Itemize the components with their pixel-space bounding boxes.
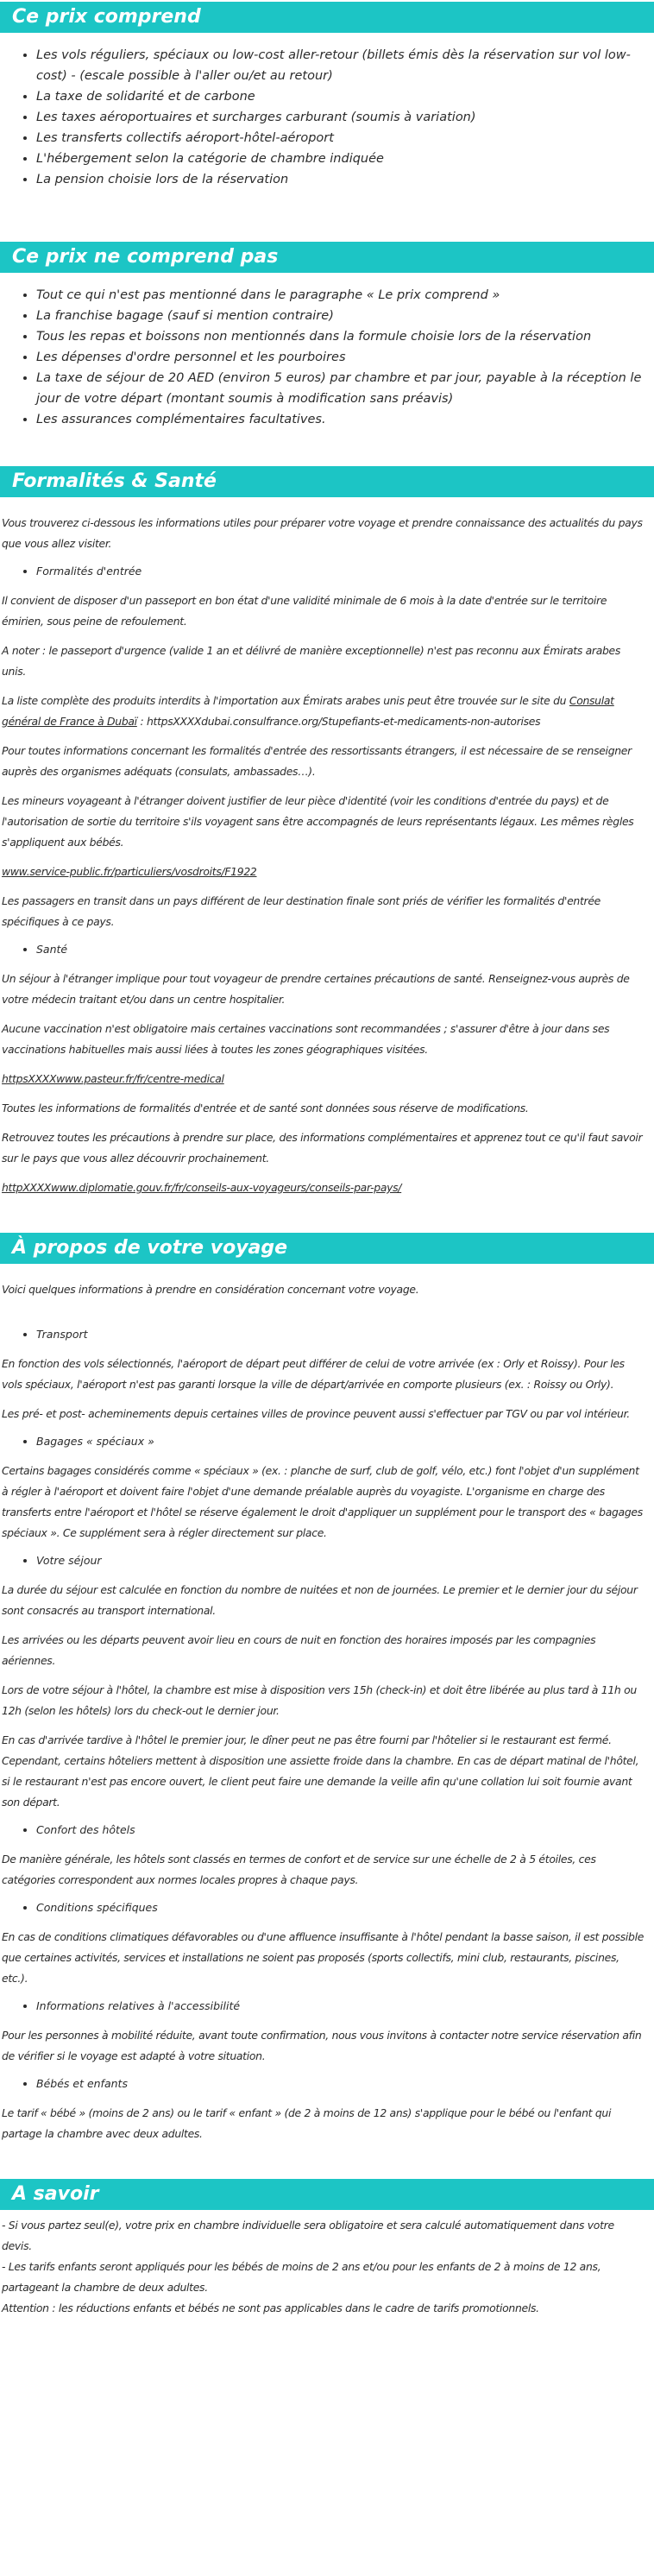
- paragraph: Attention : les réductions enfants et bébés ne sont pas applicables dans le cadre de tarifs promotionnels.: [2, 2301, 539, 2314]
- list-item: • Les dépenses d'ordre personnel et les pourboires: [36, 347, 654, 368]
- pasteur-link[interactable]: httpsXXXXwww.pasteur.fr/fr/centre-medical: [2, 1072, 224, 1085]
- list-item: • La taxe de séjour de 20 AED (environ 5 euros) par chambre et par jour, payable à la réception le jour de votre départ (montant soumis à modification sans préavis): [36, 368, 654, 409]
- paragraph-text: : httpsXXXXdubai.consulfrance.org/Stupefiants-et-medicaments-non-autorises: [136, 715, 541, 728]
- list-item: • La franchise bagage (sauf si mention contraire): [36, 306, 654, 326]
- paragraph: Un séjour à l'étranger implique pour tout voyageur de prendre certaines précautions de santé. Renseignez-vous auprès de votre médecin traitant et/ou dans un centre hospitalier.: [2, 972, 630, 1006]
- paragraph: Pour toutes informations concernant les formalités d'entrée des ressortissants étrangers, il est nécessaire de se renseigner auprès des organismes adéquats (consulats, ambassades…).: [2, 744, 632, 778]
- paragraph: En cas de conditions climatiques défavorables ou d'une affluence insuffisante à l'hôtel pendant la basse saison, il est possible que certaines activités, services et installations ne soient pas proposés (sports collectifs, mini club, restaurants, piscines, etc.).: [2, 1930, 645, 1985]
- section-title-prix-ne-comprend: Ce prix ne comprend pas: [0, 242, 654, 273]
- list-item: • La pension choisie lors de la réservation: [36, 169, 654, 190]
- paragraph: En fonction des vols sélectionnés, l'aéroport de départ peut différer de celui de votre arrivée (ex : Orly et Roissy). Pour les vols spéciaux, l'aéroport n'est pas garanti lorsque la ville de départ/arrivée en comporte plusieurs (ex. : Roissy ou Orly).: [2, 1357, 625, 1391]
- consulat-link[interactable]: Consulat général de France à Dubaï: [2, 694, 614, 728]
- prix-ne-comprend-list: [0, 285, 654, 430]
- section-title-a-savoir: A savoir: [0, 2179, 654, 2210]
- list-item: • L'hébergement selon la catégorie de chambre indiquée: [36, 148, 654, 169]
- section-title-prix-comprend: Ce prix comprend: [0, 2, 654, 33]
- subheading-accessibilite: • Informations relatives à l'accessibilité: [36, 1998, 654, 2015]
- paragraph: Il convient de disposer d'un passeport en bon état d'une validité minimale de 6 mois à la date d'entrée sur le territoire émirien, sous peine de refoulement.: [2, 594, 607, 628]
- list-item: • Les assurances complémentaires facultatives.: [36, 409, 654, 430]
- voyage-intro: Voici quelques informations à prendre en considération concernant votre voyage.: [2, 1283, 419, 1296]
- paragraph: Aucune vaccination n'est obligatoire mais certaines vaccinations sont recommandées ; s'assurer d'être à jour dans ses vaccinations habituelles mais aussi liées à toutes les zones géographiques visitées.: [2, 1022, 610, 1056]
- paragraph: En cas d'arrivée tardive à l'hôtel le premier jour, le dîner peut ne pas être fourni par l'hôtelier si le restaurant est fermé. Cependant, certains hôteliers mettent à disposition une assiette froide dans la chambre. En cas de départ matinal de l'hôtel, si le restaurant n'est pas encore ouvert, le client peut faire une demande la veille afin qu'une collation lui soit fournie avant son départ.: [2, 1733, 639, 1809]
- subheading-bagages: • Bagages « spéciaux »: [36, 1433, 654, 1450]
- paragraph: Pour les personnes à mobilité réduite, avant toute confirmation, nous vous invitons à contacter notre service réservation afin de vérifier si le voyage est adapté à votre situation.: [2, 2029, 642, 2062]
- paragraph: Les pré- et post- acheminements depuis certaines villes de province peuvent aussi s'effectuer par TGV ou par vol intérieur.: [2, 1407, 630, 1420]
- paragraph: Retrouvez toutes les précautions à prendre sur place, des informations complémentaires et apprenez tout ce qu'il faut savoir sur le pays que vous allez découvrir prochainement.: [2, 1131, 643, 1165]
- subheading-conditions: • Conditions spécifiques: [36, 1899, 654, 1916]
- service-public-link[interactable]: www.service-public.fr/particuliers/vosdroits/F1922: [2, 865, 257, 878]
- subheading-transport: • Transport: [36, 1326, 654, 1343]
- paragraph: Lors de votre séjour à l'hôtel, la chambre est mise à disposition vers 15h (check-in) et doit être libérée au plus tard à 11h ou 12h (selon les hôtels) lors du check-out le dernier jour.: [2, 1683, 637, 1717]
- paragraph: La durée du séjour est calculée en fonction du nombre de nuitées et non de journées. Le premier et le dernier jour du séjour sont consacrés au transport international.: [2, 1583, 638, 1617]
- paragraph: Le tarif « bébé » (moins de 2 ans) ou le tarif « enfant » (de 2 à moins de 12 ans) s'applique pour le bébé ou l'enfant qui partage la chambre avec deux adultes.: [2, 2106, 612, 2140]
- list-item: • Les vols réguliers, spéciaux ou low-cost aller-retour (billets émis dès la réservation sur vol low-cost) - (escale possible à l'aller ou/et au retour): [36, 45, 654, 86]
- list-item: • Les transferts collectifs aéroport-hôtel-aéroport: [36, 128, 654, 148]
- list-item: • Les taxes aéroportuaires et surcharges carburant (soumis à variation): [36, 107, 654, 128]
- section-title-voyage: À propos de votre voyage: [0, 1233, 654, 1264]
- paragraph-text: La liste complète des produits interdits à l'importation aux Émirats arabes unis peut être trouvée sur le site du: [2, 694, 569, 707]
- formalites-intro: Vous trouverez ci-dessous les informations utiles pour préparer votre voyage et prendre connaissance des actualités du pays que vous allez visiter.: [2, 516, 643, 550]
- subheading-sejour: • Votre séjour: [36, 1552, 654, 1569]
- paragraph: Les mineurs voyageant à l'étranger doivent justifier de leur pièce d'identité (voir les conditions d'entrée du pays) et de l'autorisation de sortie du territoire s'ils voyagent sans être accompagnés de leurs représentants légaux. Les mêmes règles s'appliquent aux bébés.: [2, 794, 634, 849]
- list-item: • Tout ce qui n'est pas mentionné dans le paragraphe « Le prix comprend »: [36, 285, 654, 306]
- paragraph: Les passagers en transit dans un pays différent de leur destination finale sont priés de vérifier les formalités d'entrée spécifiques à ce pays.: [2, 894, 601, 928]
- list-item: • La taxe de solidarité et de carbone: [36, 86, 654, 107]
- prix-comprend-list: [0, 45, 654, 190]
- subheading-confort: • Confort des hôtels: [36, 1822, 654, 1839]
- section-title-formalites: Formalités & Santé: [0, 466, 654, 497]
- paragraph-liste-produits: [0, 691, 654, 732]
- subheading-formalites-entree: • Formalités d'entrée: [36, 563, 654, 580]
- paragraph: - Les tarifs enfants seront appliqués pour les bébés de moins de 2 ans et/ou pour les enfants de 2 à moins de 12 ans, partageant la chambre de deux adultes.: [2, 2260, 601, 2294]
- paragraph: De manière générale, les hôtels sont classés en termes de confort et de service sur une échelle de 2 à 5 étoiles, ces catégories correspondent aux normes locales propres à chaque pays.: [2, 1853, 596, 1886]
- diplomatie-link[interactable]: httpXXXXwww.diplomatie.gouv.fr/fr/conseils-aux-voyageurs/conseils-par-pays/: [2, 1181, 402, 1194]
- paragraph: - Si vous partez seul(e), votre prix en chambre individuelle sera obligatoire et sera calculé automatiquement dans votre devis.: [2, 2219, 614, 2252]
- list-item: • Tous les repas et boissons non mentionnés dans la formule choisie lors de la réservation: [36, 326, 654, 347]
- subheading-bebes: • Bébés et enfants: [36, 2075, 654, 2093]
- paragraph: Certains bagages considérés comme « spéciaux » (ex. : planche de surf, club de golf, vélo, etc.) font l'objet d'un supplément à régler à l'aéroport et doivent faire l'objet d'une demande préalable auprès du voyagiste. L'organisme en charge des transferts entre l'aéroport et l'hôtel se réserve également le droit d'appliquer un supplément pour le transport des « bagages spéciaux ». Ce supplément sera à régler directement sur place.: [2, 1464, 643, 1539]
- subheading-sante: • Santé: [36, 941, 654, 958]
- paragraph: Toutes les informations de formalités d'entrée et de santé sont données sous réserve de modifications.: [2, 1102, 529, 1114]
- paragraph: Les arrivées ou les départs peuvent avoir lieu en cours de nuit en fonction des horaires imposés par les compagnies aériennes.: [2, 1633, 596, 1667]
- paragraph: A noter : le passeport d'urgence (valide 1 an et délivré de manière exceptionnelle) n'est pas reconnu aux Émirats arabes unis.: [2, 644, 621, 678]
